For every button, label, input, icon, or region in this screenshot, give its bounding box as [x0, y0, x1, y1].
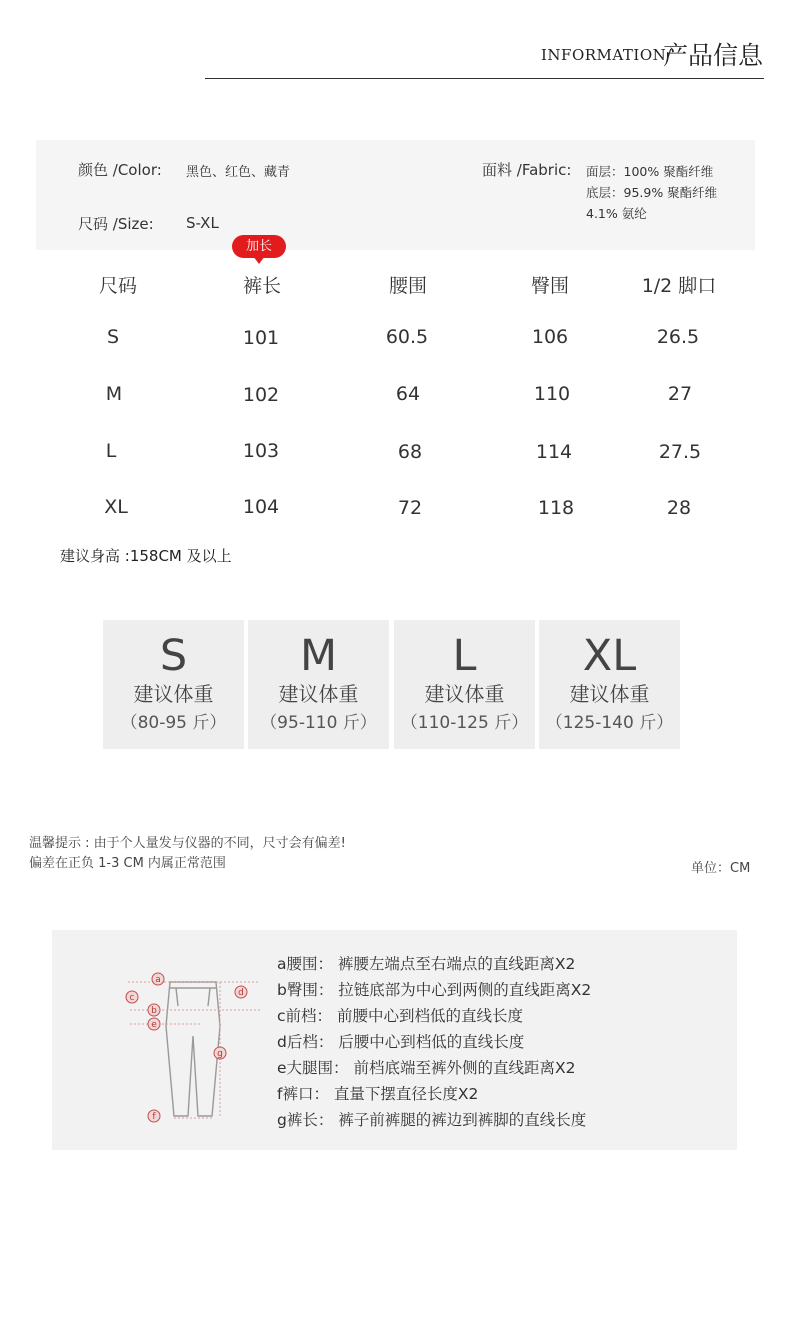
table-header: 臀围 — [530, 275, 569, 297]
measure-line-thigh: e大腿围： 前档底端至裤外侧的直线距离X2 — [277, 1059, 576, 1077]
diagram-letter: g — [217, 1049, 223, 1059]
card-range: （110-125 斤） — [400, 713, 529, 733]
card-range: （125-140 斤） — [545, 713, 674, 733]
table-cell: 103 — [242, 440, 280, 462]
table-cell: 106 — [531, 326, 569, 348]
size-label: 尺码 /Size: — [78, 215, 154, 233]
card-label: 建议体重 — [278, 682, 359, 706]
table-cell: 60.5 — [385, 326, 429, 348]
card-size: M — [299, 631, 338, 681]
table-cell: L — [105, 440, 117, 462]
color-value: 黑色、红色、藏青 — [186, 165, 291, 180]
table-cell: 68 — [397, 441, 423, 463]
card-size: S — [159, 631, 188, 681]
table-cell: S — [106, 326, 120, 348]
table-header: 裤长 — [242, 275, 281, 297]
table-cell: 28 — [666, 497, 692, 519]
card-range: （95-110 斤） — [260, 713, 377, 733]
card-label: 建议体重 — [424, 682, 505, 706]
header-english-title: INFORMATION/ — [541, 46, 672, 64]
diagram-letter: f — [152, 1112, 156, 1122]
table-cell: 27.5 — [658, 441, 702, 463]
table-cell: 101 — [242, 327, 280, 349]
diagram-letter: d — [238, 988, 244, 998]
unit-label: 单位：CM — [691, 861, 751, 876]
lengthened-badge: 加长 — [232, 235, 286, 258]
fabric-label: 面料 /Fabric: — [482, 161, 572, 179]
table-cell: 64 — [395, 383, 421, 405]
diagram-letter: a — [155, 975, 161, 985]
badge-pointer — [253, 256, 265, 264]
measure-line-leg-opening: f裤口： 直量下摆直径长度X2 — [277, 1085, 479, 1103]
table-cell: 26.5 — [656, 326, 700, 348]
table-cell: M — [105, 383, 123, 405]
size-value: S-XL — [186, 214, 219, 232]
table-header: 腰围 — [388, 275, 427, 297]
weight-card-l — [394, 620, 535, 749]
weight-card-m — [248, 620, 389, 749]
weight-card-xl — [539, 620, 680, 749]
color-label: 颜色 /Color: — [78, 161, 162, 179]
table-cell: 72 — [397, 497, 423, 519]
suggested-height-note: 建议身高 :158CM 及以上 — [60, 547, 232, 565]
table-cell: 110 — [533, 383, 571, 405]
header-chinese-title: 产品信息 — [663, 41, 764, 70]
measure-line-pants-length: g裤长： 裤子前裤腿的裤边到裤脚的直线长度 — [277, 1111, 587, 1129]
tip-line-1: 温馨提示 : 由于个人量发与仪器的不同，尺寸会有偏差! — [29, 836, 346, 851]
measure-line-waist: a腰围： 裤腰左端点至右端点的直线距离X2 — [277, 955, 576, 973]
tip-line-2: 偏差在正负 1-3 CM 内属正常范围 — [29, 856, 226, 871]
fabric-line: 底层：95.9% 聚酯纤维 — [586, 185, 718, 200]
table-cell: 27 — [667, 383, 693, 405]
table-header: 尺码 — [98, 275, 137, 297]
pants-diagram — [120, 966, 270, 1126]
table-cell: 114 — [535, 441, 573, 463]
fabric-line: 4.1% 氨纶 — [586, 206, 647, 221]
product-info-panel — [36, 140, 755, 250]
measure-line-hip: b臀围： 拉链底部为中心到两侧的直线距离X2 — [277, 981, 592, 999]
diagram-letter: e — [151, 1020, 157, 1030]
table-cell: 118 — [537, 497, 575, 519]
fabric-line: 面层：100% 聚酯纤维 — [586, 164, 714, 179]
table-header: 1/2 脚口 — [641, 275, 717, 297]
table-cell: 102 — [242, 384, 280, 406]
measure-line-back-rise: d后档： 后腰中心到档低的直线长度 — [277, 1033, 525, 1051]
diagram-letter: b — [151, 1006, 157, 1016]
table-cell: 104 — [242, 496, 280, 518]
card-label: 建议体重 — [133, 682, 214, 706]
weight-card-s — [103, 620, 244, 749]
card-size: L — [452, 631, 477, 681]
measure-line-front-rise: c前档： 前腰中心到档低的直线长度 — [277, 1007, 523, 1025]
card-range: （80-95 斤） — [120, 713, 227, 733]
card-label: 建议体重 — [569, 682, 650, 706]
table-cell: XL — [104, 496, 128, 518]
header-divider — [205, 78, 764, 79]
card-size: XL — [582, 631, 637, 681]
diagram-letter: c — [129, 993, 135, 1003]
